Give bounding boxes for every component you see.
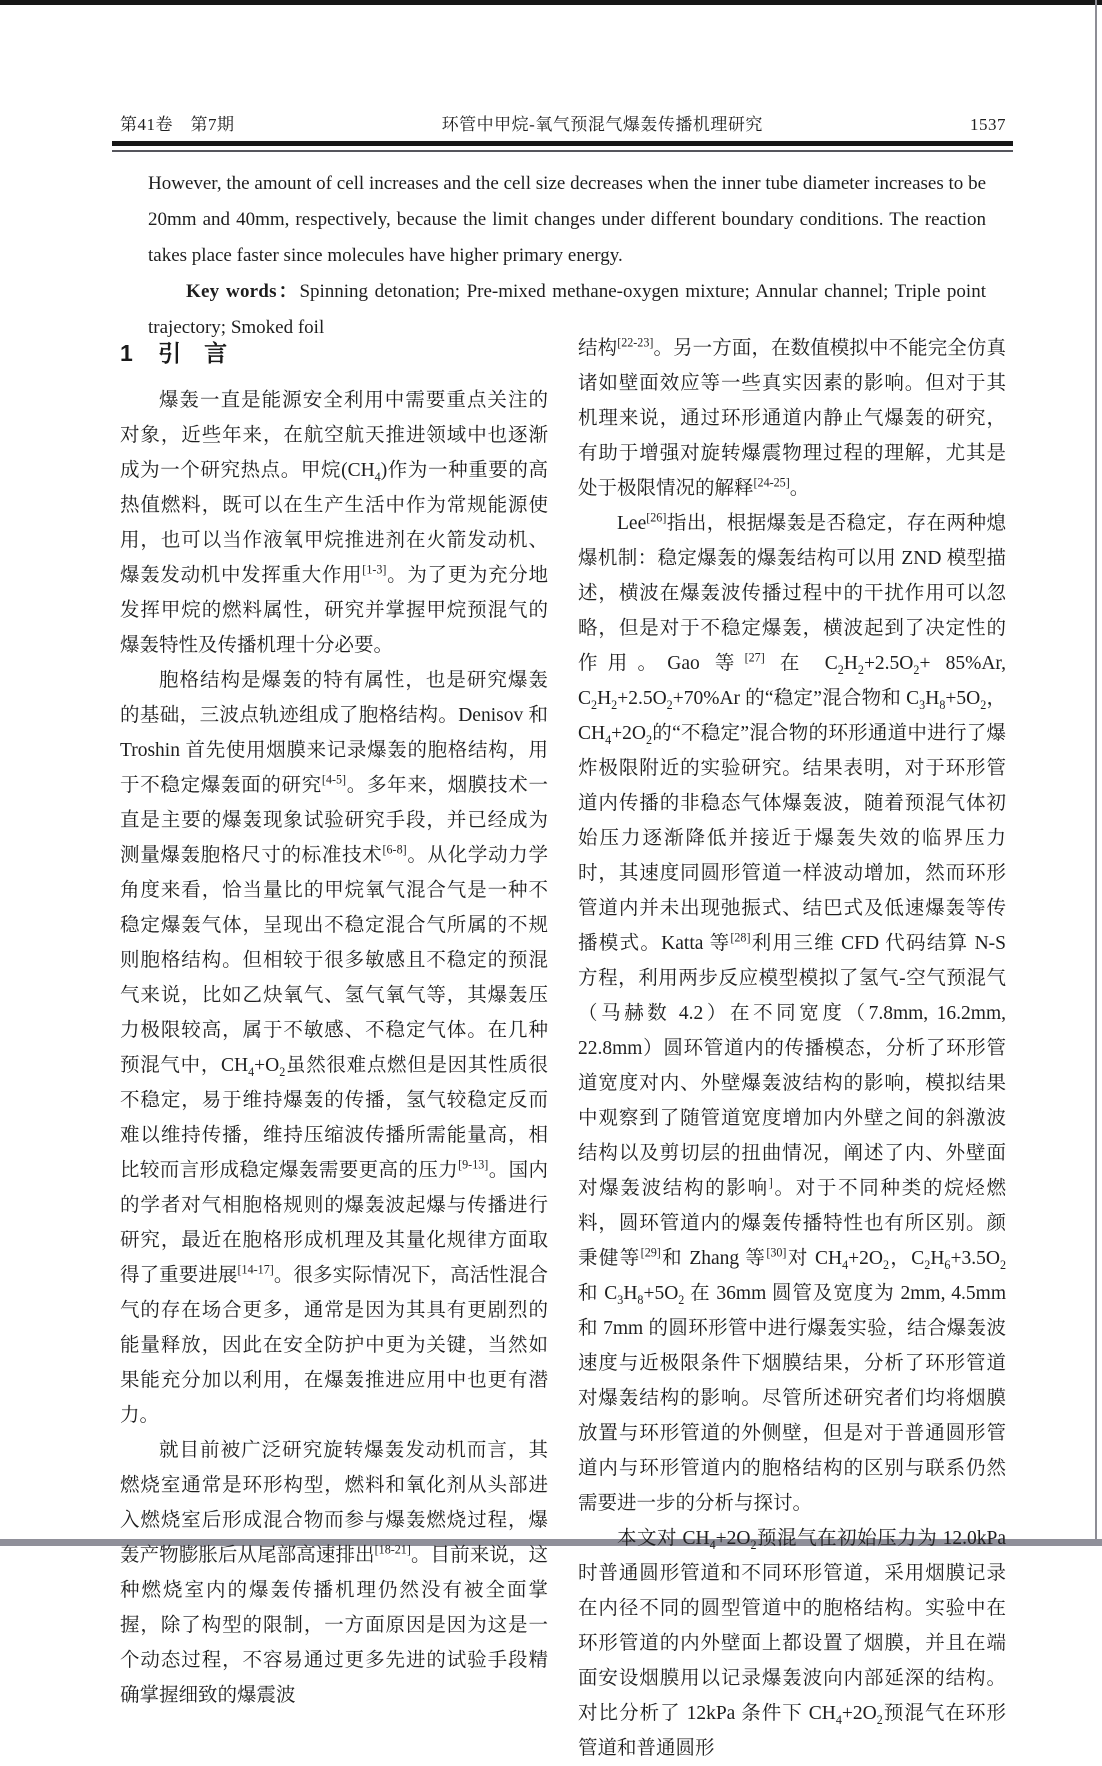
header-rule (112, 141, 1013, 152)
volume-issue: 第41卷 第7期 (120, 115, 235, 134)
page-header (120, 110, 1006, 135)
paragraph-continuation: 结构[22-23]。另一方面，在数值模拟中不能完全仿真诸如壁面效应等一些真实因素的影响。但对于其机理来说，通过环形通道内静止气爆轰的研究，有助于增强对旋转爆震物理过程的理解，尤其是处于极限情况的解释[24-25]。 (578, 335, 1006, 499)
keywords-colon: ： (276, 281, 300, 302)
paragraph-literature: Lee[26]指出，根据爆轰是否稳定，存在两种熄爆机制：稳定爆轰的爆轰结构可以用 ZND 模型描述，横波在爆轰波传播过程中的干扰作用可以忽略，但是对于不稳定爆轰，横波起到了决定性的作用。Gao 等[27] 在 $C_2H_2+2.5O_2+ 85\%Ar$, $C_2H_2+2.5O_2+70\%Ar$ 的“稳定”混合物和 $C_3H_8+5O_2$，$CH_4+2O_2$的“不稳定”混合物的环形通道中进行了爆炸极限附近的实验研究。结果表明，对于环形管道内传播的非稳态气体爆轰波，随着预混气体初始压力逐渐降低并接近于爆轰失效的临界压力时，其速度同圆形管道一样波动增加，然而环形管道内并未出现弛振式、结巴式及低速爆轰等传播模式。Katta 等[28]利用三维 CFD 代码结算 N-S 方程，利用两步反应模型模拟了氢气-空气预混气（马赫数 4.2）在不同宽度（7.8mm, 16.2mm, 22.8mm）圆环管道内的传播模态，分析了环形管道宽度对内、外壁爆轰波结构的影响，模拟结果中观察到了随管道宽度增加内外壁之间的斜激波结构以及剪切层的扭曲情况，阐述了内、外壁面对爆轰波结构的影响]。对于不同种类的烷烃燃料，圆环管道内的爆轰传播特性也有所区别。颜秉健等[29]和 Zhang 等[30]对 $CH_4+2O_2$，$C_2H_6+3.5O_2$ 和 $C_3H_8+5O_2$ 在 36mm 圆管及宽度为 2mm, 4.5mm 和 7mm 的圆环形管中进行爆轰实验，结合爆轰波速度与近极限条件下烟膜结果，分析了环形管道对爆轰结构的影响。尽管所述研究者们均将烟膜放置与环形管道的外侧壁，但是对于普通圆形管道内与环形管道内的胞格结构的区别与联系仍然需要进一步的分析与探讨。 (578, 510, 1007, 1514)
header-rule-thick (112, 141, 1013, 146)
paragraph-this-work: 本文对 $CH_4+2O_2$预混气在初始压力为 12.0kPa 时普通圆形管道和不同环形管道，采用烟膜记录在内径不同的圆型管道中的胞格结构。实验中在环形管道的内外壁面上都设置了烟膜，并且在端面安设烟膜用以记录爆轰波向内部延深的结构。对比分析了 12kPa 条件下 $CH_4+2O_2$预混气在环形管道和普通圆形 (578, 1528, 1006, 1759)
page-number: 1537 (970, 115, 1006, 134)
left-column (120, 383, 548, 1706)
paragraph-intro: 爆轰一直是能源安全利用中需要重点关注的对象，近些年来，在航空航天推进领域中也逐渐成为一个研究热点。甲烷$(CH_4)$作为一种重要的高热值燃料，既可以在生产生活中作为常规能源使用，也可以当作液氧甲烷推进剂在火箭发动机、爆轰发动机中发挥重大作用[1-3]。为了更为充分地发挥甲烷的燃料属性，研究并掌握甲烷预混气的爆轰特性及传播机理十分必要。 (120, 390, 548, 656)
section-heading (120, 336, 227, 370)
right-column (578, 331, 1007, 1759)
section-number: 1 (120, 340, 133, 366)
keywords-text: Spinning detonation; Pre-mixed methane-oxygen mixture; Annular channel; Triple point trajectory; Smoked foil (148, 281, 986, 338)
abstract-continuation: However, the amount of cell increases and the cell size decreases when the inner tube diameter increases to be 20mm and 40mm, respectively, because the limit changes under different boundary conditions. The reaction takes place faster since molecules have higher primary energy. (148, 173, 986, 266)
paragraph-cell-structure: 胞格结构是爆轰的特有属性，也是研究爆轰的基础，三波点轨迹组成了胞格结构。Denisov 和 Troshin 首先使用烟膜来记录爆轰的胞格结构，用于不稳定爆轰面的研究[4-5]。多年来，烟膜技术一直是主要的爆轰现象试验研究手段，并已经成为测量爆轰胞格尺寸的标准技术[6-8]。从化学动力学角度来看，恰当量比的甲烷氧气混合气是一种不稳定爆轰气体，呈现出不稳定混合气所属的不规则胞格结构。但相较于很多敏感且不稳定的预混气来说，比如乙炔氧气、氢气氧气等，其爆轰压力极限较高，属于不敏感、不稳定气体。在几种预混气中，$CH_4+O_2$虽然很难点燃但是因其性质很不稳定，易于维持爆轰的传播，氢气较稳定反而难以维持传播，维持压缩波传播所需能量高，相比较而言形成稳定爆轰需要更高的压力[9-13]。国内的学者对气相胞格规则的爆轰波起爆与传播进行研究，最近在胞格形成机理及其量化规律方面取得了重要进展[14-17]。很多实际情况下，高活性混合气的存在场合更多，通常是因为其具有更剧烈的能量释放，因此在安全防护中更为关键，当然如果能充分加以利用，在爆轰推进应用中也更有潜力。 (120, 670, 548, 1426)
abstract-block (148, 166, 986, 346)
keywords-label: Key words (186, 281, 277, 302)
header-rule-thin (112, 150, 1013, 152)
scan-edge-top (0, 0, 1102, 5)
section-title: 引 言 (158, 340, 228, 366)
running-title: 环管中甲烷-氧气预混气爆轰传播机理研究 (441, 115, 763, 134)
scan-edge-right (1095, 0, 1097, 1546)
paragraph-rde: 就目前被广泛研究旋转爆轰发动机而言，其燃烧室通常是环形构型，燃料和氧化剂从头部进入燃烧室后形成混合物而参与爆轰燃烧过程，爆轰产物膨胀后从尾部高速排出[18-21]。目前来说，这种燃烧室内的爆轰传播机理仍然没有被全面掌握，除了构型的限制，一方面原因是因为这是一个动态过程，不容易通过更多先进的试验手段精确掌握细致的爆震波 (120, 1440, 548, 1706)
